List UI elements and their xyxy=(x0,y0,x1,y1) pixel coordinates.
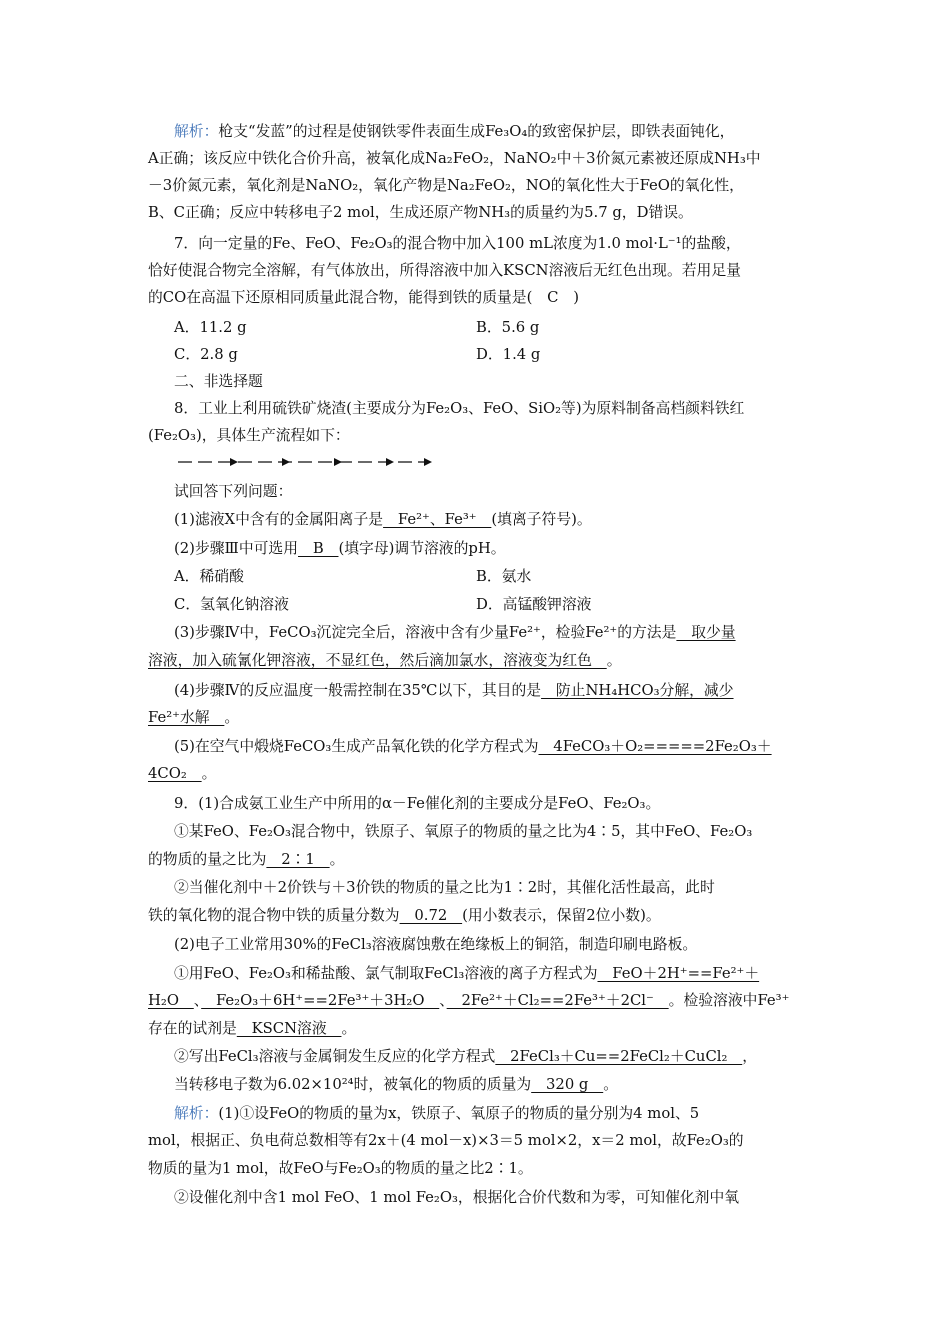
q8-part5-cont: 4CO₂ 。 xyxy=(148,765,217,782)
answer-blank: 0.72 xyxy=(399,907,463,924)
answer-blank: 320 g xyxy=(531,1076,604,1093)
q9-chem-eq: ②写出FeCl₃溶液与金属铜发生反应的化学方程式 2FeCl₃＋Cu==2FeCl₂＋CuCl₂ ， xyxy=(174,1048,758,1065)
q8-part3-cont: 溶液，加入硫氰化钾溶液，不显红色，然后滴加氯水，溶液变为红色 。 xyxy=(148,652,622,669)
answer-blank: 4FeCO₃＋O₂=====2Fe₂O₃＋ xyxy=(538,738,772,755)
q8-part1: (1)滤液X中含有的金属阳离子是 Fe²⁺、Fe³⁺ (填离子符号)。 xyxy=(174,511,592,528)
question-7: 7．向一定量的Fe、FeO、Fe₂O₃的混合物中加入100 mL浓度为1.0 mol·L⁻¹的盐酸， xyxy=(174,235,741,252)
text-line: B、C正确；反应中转移电子2 mol，生成还原产物NH₃的质量约为5.7 g，D错误。 xyxy=(148,204,693,221)
q9-oxidized-mass: 当转移电子数为6.02×10²⁴时，被氧化的物质的质量为 320 g 。 xyxy=(174,1076,619,1093)
text-line: 恰好使混合物完全溶解，有气体放出，所得溶液中加入KSCN溶液后无红色出现。若用足量 xyxy=(148,262,741,279)
text-line: A正确；该反应中铁化合价升高，被氧化成Na₂FeO₂，NaNO₂中＋3价氮元素被还原成NH₃中 xyxy=(148,150,761,167)
answer-blank: H₂O xyxy=(148,992,194,1009)
answer-blank: 溶液，加入硫氰化钾溶液，不显红色，然后滴加氯水，溶液变为红色 xyxy=(148,652,607,669)
answer-blank: 2FeCl₃＋Cu==2FeCl₂＋CuCl₂ xyxy=(495,1048,743,1065)
text-line: ②当催化剂中＋2价铁与＋3价铁的物质的量之比为1∶2时，其催化活性最高，此时 xyxy=(174,879,715,896)
option-a: A．稀硝酸 xyxy=(174,568,244,585)
text-line: ①某FeO、Fe₂O₃混合物中，铁原子、氧原子的物质的量之比为4∶5，其中FeO、Fe₂O₃ xyxy=(174,823,753,840)
q8-part5: (5)在空气中煅烧FeCO₃生成产品氧化铁的化学方程式为 4FeCO₃＋O₂=====2Fe₂O₃＋ xyxy=(174,738,772,755)
answer-blank: 2Fe²⁺＋Cl₂==2Fe³⁺＋2Cl⁻ xyxy=(446,992,669,1009)
q8-part4: (4)步骤Ⅳ的反应温度一般需控制在35℃以下，其目的是 防止NH₄HCO₃分解，减少 xyxy=(174,682,734,699)
text-line: (2)电子工业常用30%的FeCl₃溶液腐蚀敷在绝缘板上的铜箔，制造印刷电路板。 xyxy=(174,936,698,953)
question-8: 8．工业上利用硫铁矿烧渣(主要成分为Fe₂O₃、FeO、SiO₂等)为原料制备高档颜料铁红 xyxy=(174,400,745,417)
answer-blank: 4CO₂ xyxy=(148,765,202,782)
answer-blank: KSCN溶液 xyxy=(236,1020,342,1037)
text-line: mol，根据正、负电荷总数相等有2x＋(4 mol－x)×3＝5 mol×2，x＝2 mol，故Fe₂O₃的 xyxy=(148,1132,744,1149)
q8-part2: (2)步骤Ⅲ中可选用 B (填字母)调节溶液的pH。 xyxy=(174,540,506,557)
option-d: D．高锰酸钾溶液 xyxy=(476,596,592,613)
option-c: C．氢氧化钠溶液 xyxy=(174,596,289,613)
answer-blank: 2∶1 xyxy=(266,851,330,868)
text-line: －3价氮元素，氧化剂是NaNO₂，氧化产物是Na₂FeO₂，NO的氧化性大于FeO的氧化性， xyxy=(148,177,744,194)
q9-ratio: 的物质的量之比为 2∶1 。 xyxy=(148,851,345,868)
answer-blank: 防止NH₄HCO₃分解，减少 xyxy=(541,682,734,699)
text-line: 的CO在高温下还原相同质量此混合物，能得到铁的质量是( C ) xyxy=(148,289,580,306)
analysis-label: 解析： xyxy=(174,123,219,140)
analysis-line: 解析：(1)①设FeO的物质的量为x，铁原子、氧原子的物质的量分别为4 mol、5 xyxy=(174,1105,700,1122)
option-c: C．2.8 g xyxy=(174,346,238,363)
answer-blank: Fe²⁺水解 xyxy=(148,709,225,726)
answer-blank: Fe₂O₃＋6H⁺==2Fe³⁺＋3H₂O xyxy=(201,992,440,1009)
answer-blank: 取少量 xyxy=(676,624,736,641)
option-b: B．氨水 xyxy=(476,568,532,585)
option-d: D．1.4 g xyxy=(476,346,541,363)
q9-mass-fraction: 铁的氧化物的混合物中铁的质量分数为 0.72 (用小数表示，保留2位小数)。 xyxy=(148,907,661,924)
answer-blank: FeO＋2H⁺==Fe²⁺＋ xyxy=(597,965,760,982)
answer-blank: Fe²⁺、Fe³⁺ xyxy=(383,511,492,528)
q9-ionic-eq: ①用FeO、Fe₂O₃和稀盐酸、氯气制取FeCl₃溶液的离子方程式为 FeO＋2H⁺==Fe²⁺＋ xyxy=(174,965,760,982)
answer-blank: B xyxy=(298,540,339,557)
q8-part4-cont: Fe²⁺水解 。 xyxy=(148,709,240,726)
process-flow-arrows xyxy=(178,455,432,469)
option-b: B．5.6 g xyxy=(476,319,540,336)
q9-ionic-eq-cont: H₂O 、 Fe₂O₃＋6H⁺==2Fe³⁺＋3H₂O 、 2Fe²⁺＋Cl₂==2Fe³⁺＋2Cl⁻ 。检验溶液中Fe³⁺ xyxy=(148,992,790,1009)
q8-part3: (3)步骤Ⅳ中，FeCO₃沉淀完全后，溶液中含有少量Fe²⁺，检验Fe²⁺的方法是 取少量 xyxy=(174,624,736,641)
question-9: 9．(1)合成氨工业生产中所用的α－Fe催化剂的主要成分是FeO、Fe₂O₃。 xyxy=(174,795,661,812)
analysis-line: 解析：枪支“发蓝”的过程是使钢铁零件表面生成Fe₃O₄的致密保护层，即铁表面钝化， xyxy=(174,123,735,140)
text-line: 物质的量为1 mol，故FeO与Fe₂O₃的物质的量之比2∶1。 xyxy=(148,1160,533,1177)
text-line: (Fe₂O₃)，具体生产流程如下： xyxy=(148,427,350,444)
q9-reagent: 存在的试剂是 KSCN溶液 。 xyxy=(148,1020,357,1037)
analysis-label: 解析： xyxy=(174,1105,219,1122)
text-line: ②设催化剂中含1 mol FeO、1 mol Fe₂O₃，根据化合价代数和为零，可知催化剂中氧 xyxy=(174,1189,740,1206)
option-a: A．11.2 g xyxy=(174,319,247,336)
text-line: 试回答下列问题： xyxy=(174,483,293,500)
section-heading: 二、非选择题 xyxy=(174,373,263,390)
